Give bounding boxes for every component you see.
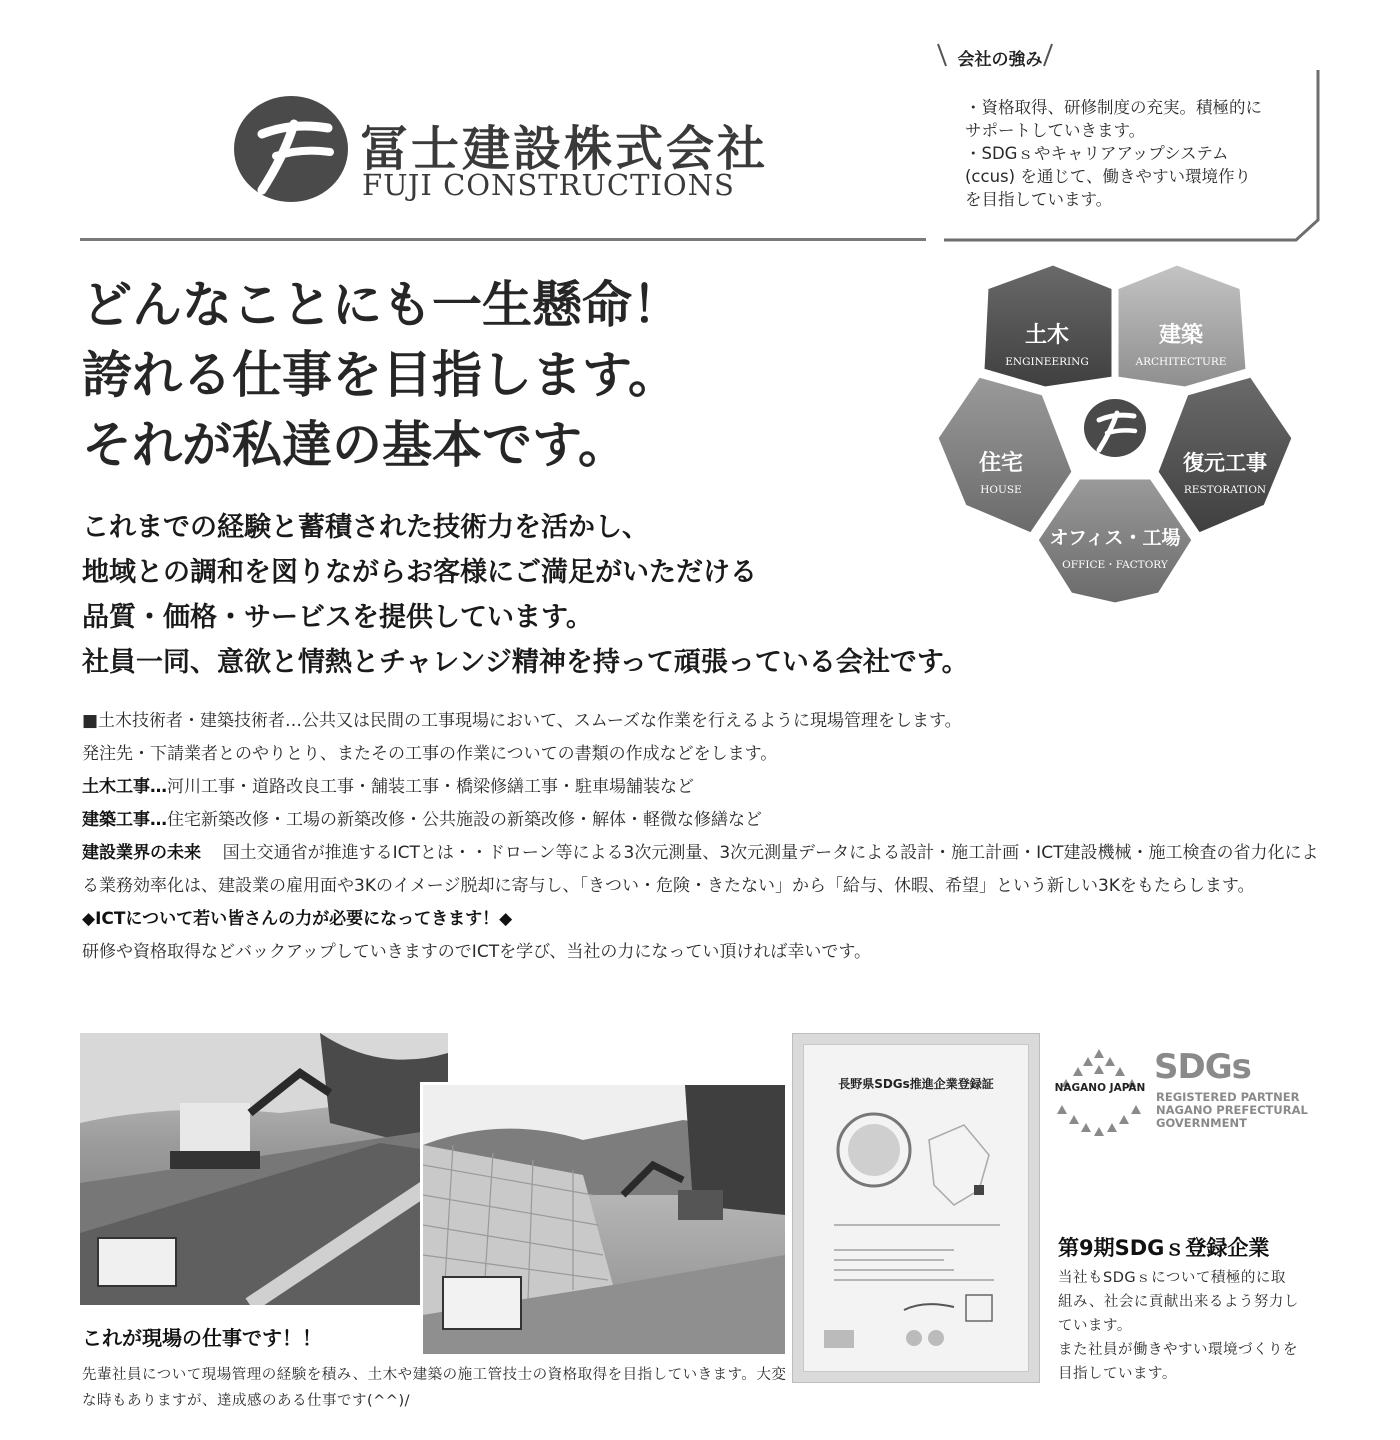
architecture-label-ja: 建築 — [1158, 323, 1204, 348]
sdgs-registration-title: 第9期SDGｓ登録企業 — [1058, 1236, 1270, 1260]
engineering-label-en: ENGINEERING — [1005, 356, 1089, 368]
fuji-monogram-icon — [1084, 399, 1146, 457]
sdgs-line: また社員が働きやすい環境づくりを — [1058, 1342, 1298, 1358]
strengths-text — [965, 96, 1310, 211]
restoration-label-en: RESTORATION — [1183, 484, 1267, 496]
civil-label: 土木工事… — [82, 777, 167, 797]
industry-future — [82, 837, 1327, 903]
roles-line-2: 発注先・下請業者とのやりとり、またその工事の作業についての書類の作成などをします。 — [82, 744, 778, 764]
house-label-en: HOUSE — [980, 484, 1022, 496]
strengths-line: (ccus) を通じて、働きやすい環境作り — [965, 167, 1251, 186]
house-label-ja: 住宅 — [978, 451, 1024, 476]
lead-line: 品質・価格・サービスを提供しています。 — [82, 602, 593, 633]
segment-architecture — [1117, 264, 1247, 388]
strengths-title: 会社の強み — [957, 50, 1043, 70]
segment-engineering — [983, 264, 1113, 388]
ict-heading: ◆ICTについて若い皆さんの力が必要になってきます！◆ — [82, 909, 513, 929]
lead-line: 地域との調和を図りながらお客様にご満足がいただける — [82, 557, 757, 588]
sdgs-badge-subtitle — [1156, 1091, 1308, 1130]
photo-caption-title: これが現場の仕事です！！ — [82, 1326, 322, 1350]
strengths-line: ・資格取得、研修制度の充実。積極的に — [965, 98, 1262, 117]
headline — [82, 270, 682, 480]
sdgs-line: ています。 — [1058, 1318, 1132, 1334]
future-label: 建設業界の未来 — [82, 843, 201, 863]
future-text: 国土交通省が推進するICTとは・・ドローン等による3次元測量、3次元測量データによる設計・施工計画・ICT建設機械・施工検査の省力化による業務効率化は、建設業の雇用面や3Kのイメージ脱却に寄与し、「きつい・危険・きたない」から「給与、休暇、希望」という新しい3Kをもたらします。 — [82, 843, 1319, 896]
civil-works — [82, 771, 1327, 804]
company-logo — [232, 92, 769, 207]
certificate-title: 長野県SDGs推進企業登録証 — [838, 1077, 994, 1091]
fuji-monogram-icon — [232, 94, 350, 204]
sdgs-line: 組み、社会に貢献出来るよう努力し — [1058, 1294, 1299, 1310]
badge-sub-line: NAGANO PREFECTURAL — [1156, 1103, 1308, 1117]
sdgs-line: 当社もSDGｓについて積極的に取 — [1058, 1270, 1286, 1286]
company-name-en: FUJI CONSTRUCTIONS — [362, 168, 735, 202]
arch-text: 住宅新築改修・工場の新築改修・公共施設の新築改修・解体・軽微な修繕など — [167, 810, 762, 830]
company-name-ja: 冨士建設株式会社 — [360, 121, 769, 177]
sdgs-partner-badge — [1052, 1045, 1327, 1145]
certificate-sheet — [803, 1044, 1029, 1372]
badge-sub-line: REGISTERED PARTNER — [1156, 1090, 1300, 1104]
badge-sub-line: GOVERNMENT — [1156, 1116, 1247, 1130]
headline-line: どんなことにも一生懸命！ — [82, 275, 682, 334]
business-description — [82, 705, 1327, 969]
office-label-ja: オフィス・工場 — [1049, 527, 1181, 549]
engineering-label-ja: 土木 — [1024, 323, 1070, 348]
office-label-en: OFFICE・FACTORY — [1062, 559, 1168, 571]
site-photo-excavator — [80, 1033, 448, 1305]
badge-region: NAGANO JAPAN — [1054, 1082, 1146, 1094]
strengths-line: を目指しています。 — [965, 190, 1113, 209]
sdgs-certificate — [792, 1033, 1040, 1383]
sdgs-description — [1058, 1266, 1328, 1386]
restoration-label-ja: 復元工事 — [1183, 451, 1267, 475]
lead-line: 社員一同、意欲と情熱とチャレンジ精神を持って頑張っている会社です。 — [82, 647, 969, 678]
strengths-line: ・SDGｓやキャリアアップシステム — [965, 144, 1229, 163]
lead-line: これまでの経験と蓄積された技術力を活かし、 — [82, 512, 649, 543]
strengths-line: サポートしていきます。 — [965, 121, 1146, 140]
ict-text: 研修や資格取得などバックアップしていきますのでICTを学び、当社の力になってい頂ければ幸いです。 — [82, 942, 872, 962]
headline-line: それが私達の基本です。 — [82, 415, 628, 474]
architecture-label-en: ARCHITECTURE — [1135, 356, 1227, 368]
headline-line: 誇れる仕事を目指します。 — [82, 345, 678, 404]
lead-paragraph — [82, 505, 969, 685]
site-photo-revetment — [420, 1082, 785, 1354]
sdgs-line: 目指しています。 — [1058, 1366, 1177, 1382]
civil-text: 河川工事・道路改良工事・舗装工事・橋梁修繕工事・駐車場舗装など — [167, 777, 694, 797]
services-diagram — [935, 258, 1295, 608]
segment-office-factory — [1037, 478, 1193, 604]
header-rule — [80, 238, 926, 241]
architecture-works — [82, 804, 1327, 837]
arch-label: 建築工事… — [82, 810, 167, 830]
photo-caption-text: 先輩社員について現場管理の経験を積み、土木や建築の施工管技士の資格取得を目指していきます。大変な時もありますが、達成感のある仕事です(^^)/ — [82, 1367, 787, 1409]
sdgs-wordmark: SDGs — [1154, 1047, 1251, 1087]
roles-line: ■土木技術者・建築技術者…公共又は民間の工事現場において、スムーズな作業を行えるように現場管理をします。 — [82, 711, 962, 731]
